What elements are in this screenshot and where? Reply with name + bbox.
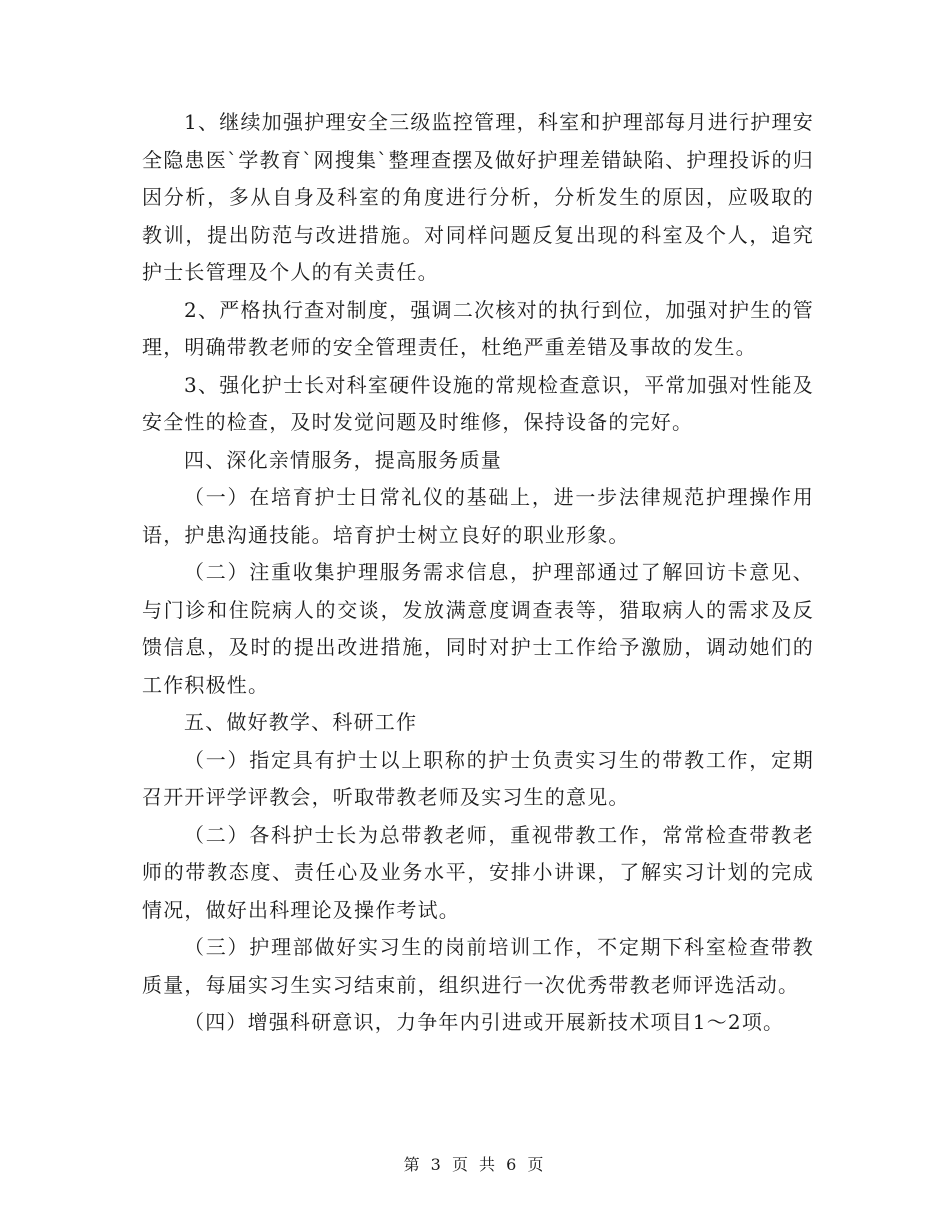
page-number-footer: 第 3 页 共 6 页	[403, 1155, 547, 1174]
paragraph-5-4: （四）增强科研意识，力争年内引进或开展新技术项目1～2项。	[184, 1010, 785, 1034]
paragraph-5-2: （二）各科护士长为总带教老师，重视带教工作，常常检查带教老师的带教态度、责任心及业务水平，安排小讲课，了解实习计划的完成情况，做好出科理论及操作考试。	[142, 822, 814, 922]
paragraph-5-3: （三）护理部做好实习生的岗前培训工作，不定期下科室检查带教质量，每届实习生实习结束前，组织进行一次优秀带教老师评选活动。	[142, 935, 814, 997]
paragraph-item-2: 2、严格执行查对制度，强调二次核对的执行到位，加强对护生的管理，明确带教老师的安全管理责任，杜绝严重差错及事故的发生。	[142, 297, 814, 359]
paragraph-item-1: 1、继续加强护理安全三级监控管理，科室和护理部每月进行护理安全隐患医`学教育`网搜集`整理查摆及做好护理差错缺陷、护理投诉的归因分析，多从自身及科室的角度进行分析，分析发生的原因，应吸取的教训，提出防范与改进措施。对同样问题反复出现的科室及个人，追究护士长管理及个人的有关责任。	[142, 110, 814, 284]
paragraph-4-2: （二）注重收集护理服务需求信息，护理部通过了解回访卡意见、与门诊和住院病人的交谈，发放满意度调查表等，猎取病人的需求及反馈信息，及时的提出改进措施，同时对护士工作给予激励，调动她们的工作积极性。	[142, 560, 814, 697]
section-heading-5: 五、做好教学、科研工作	[184, 710, 418, 734]
paragraph-5-1: （一）指定具有护士以上职称的护士负责实习生的带教工作，定期召开开评学评教会，听取带教老师及实习生的意见。	[142, 747, 814, 809]
paragraph-item-3: 3、强化护士长对科室硬件设施的常规检查意识，平常加强对性能及安全性的检查，及时发觉问题及时维修，保持设备的完好。	[142, 372, 814, 434]
paragraph-4-1: （一）在培育护士日常礼仪的基础上，进一步法律规范护理操作用语，护患沟通技能。培育护士树立良好的职业形象。	[142, 485, 814, 547]
document-body	[142, 104, 814, 1042]
section-heading-4: 四、深化亲情服务，提高服务质量	[184, 447, 502, 472]
